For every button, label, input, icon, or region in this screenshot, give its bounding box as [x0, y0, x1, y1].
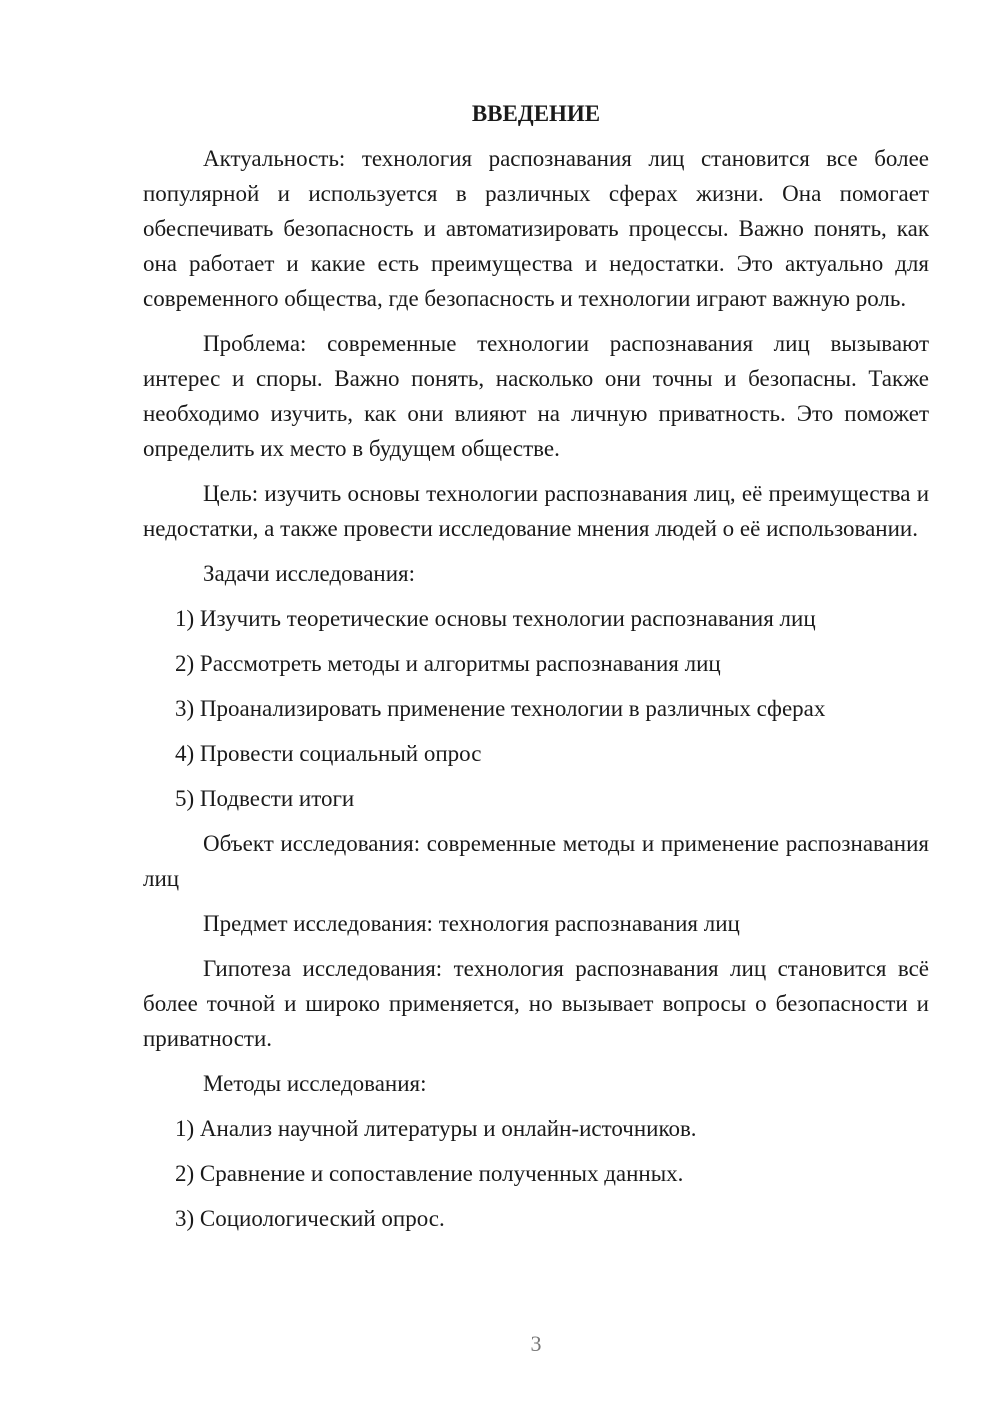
goal-paragraph: Цель: изучить основы технологии распознавания лиц, её преимущества и недостатки, а также провести исследование мнения людей о её использовании. — [143, 481, 929, 541]
tasks-heading: Задачи исследования: — [203, 561, 416, 586]
subject-paragraph: Предмет исследования: технология распознавания лиц — [203, 911, 740, 936]
object-paragraph: Объект исследования: современные методы и применение распознавания лиц — [143, 831, 929, 891]
task-item: 4) Провести социальный опрос — [175, 741, 482, 766]
relevance-paragraph: Актуальность: технология распознавания лиц становится все более популярной и используется в различных сферах жизни. Она помогает обеспечивать безопасность и автоматизировать процессы. Важно понять, как она работает и какие есть преимущества и недостатки. Это актуально для современного общества, где безопасность и технологии играют важную роль. — [143, 146, 929, 311]
task-item: 3) Проанализировать применение технологии в различных сферах — [175, 696, 826, 721]
methods-heading: Методы исследования: — [203, 1071, 427, 1096]
method-item: 2) Сравнение и сопоставление полученных данных. — [175, 1161, 684, 1186]
page-title: ВВЕДЕНИЕ — [471, 101, 601, 126]
task-item: 1) Изучить теоретические основы технологии распознавания лиц — [175, 606, 816, 631]
problem-paragraph: Проблема: современные технологии распознавания лиц вызывают интерес и споры. Важно понять, насколько они точны и безопасны. Также необходимо изучить, как они влияют на личную приватность. Это поможет определить их место в будущем обществе. — [143, 331, 929, 461]
hypothesis-paragraph: Гипотеза исследования: технология распознавания лиц становится всё более точной и широко применяется, но вызывает вопросы о безопасности и приватности. — [143, 956, 929, 1051]
task-item: 5) Подвести итоги — [175, 786, 355, 811]
method-item: 3) Социологический опрос. — [175, 1206, 445, 1231]
page-number: 3 — [530, 1331, 542, 1356]
document-body — [143, 96, 929, 1246]
method-item: 1) Анализ научной литературы и онлайн-источников. — [175, 1116, 697, 1141]
task-item: 2) Рассмотреть методы и алгоритмы распознавания лиц — [175, 651, 721, 676]
